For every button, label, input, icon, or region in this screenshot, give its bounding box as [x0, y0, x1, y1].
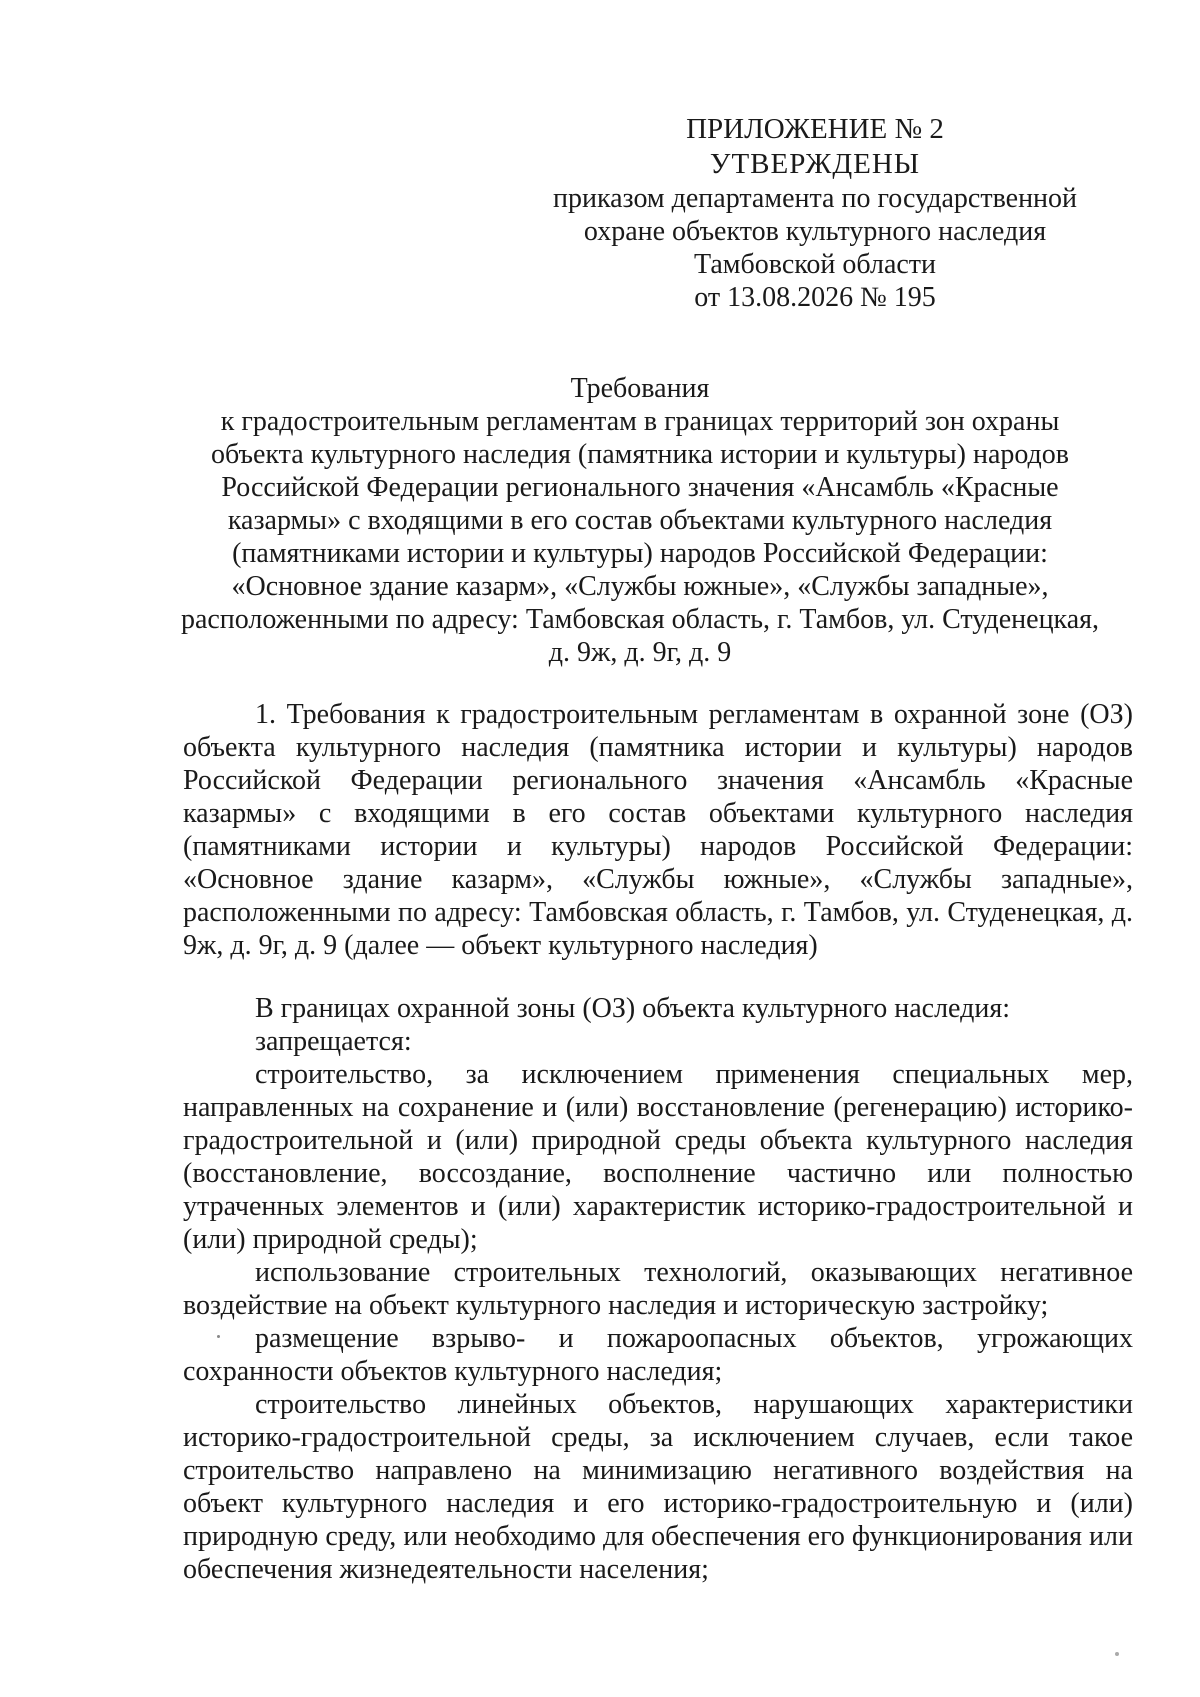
prohibition-item: размещение взрыво- и пожароопасных объектов, угрожающих сохранности объектов культурного наследия; — [183, 1323, 1133, 1387]
title-line: «Основное здание казарм», «Службы южные», «Службы западные», — [231, 571, 1049, 602]
paragraph-gap — [183, 962, 1133, 992]
approval-block — [535, 112, 1095, 314]
prohibition-item: строительство, за исключением применения специальных мер, направленных на сохранение и (или) восстановление (регенерацию) историко-градостроительной и (или) природной среды объекта культурного наследия (восстановление, воссоздание, восполнение частично или полностью утраченных элементов и (или) характеристик историко-градостроительной и (или) природной среды); — [183, 1059, 1133, 1255]
prohibition-item: использование строительных технологий, оказывающих негативное воздействие на объект культурного наследия и историческую застройку; — [183, 1257, 1133, 1321]
order-line: Тамбовской области — [693, 249, 937, 280]
zone-intro: В границах охранной зоны (ОЗ) объекта культурного наследия: — [255, 993, 1010, 1024]
prohibition-item: строительство линейных объектов, нарушающих характеристики историко-градостроительной среды, за исключением случаев, если такое строительство направлено на минимизацию негативного воздействия на объект культурного наследия и его историко-градостроительную и (или) природную среду, или необходимо для обеспечения его функционирования или обеспечения жизнедеятельности населения; — [183, 1389, 1133, 1585]
title-line: объекта культурного наследия (памятника истории и культуры) народов — [210, 439, 1070, 470]
scan-speck — [1115, 1652, 1119, 1656]
title-line: расположенными по адресу: Тамбовская область, г. Тамбов, ул. Студенецкая, — [180, 604, 1100, 635]
title-heading: Требования — [570, 373, 710, 404]
order-line: охране объектов культурного наследия — [583, 216, 1047, 247]
document-body — [183, 698, 1133, 1586]
title-line: (памятниками истории и культуры) народов Российской Федерации: — [232, 538, 1048, 569]
approved-label: УТВЕРЖДЕНЫ — [709, 148, 921, 180]
title-line: д. 9ж, д. 9г, д. 9 — [548, 637, 732, 668]
order-line: приказом департамента по государственной — [552, 183, 1078, 214]
appendix-number: ПРИЛОЖЕНИЕ № 2 — [686, 113, 944, 145]
document-title — [160, 372, 1120, 669]
prohibited-label: запрещается: — [255, 1026, 412, 1057]
title-line: к градостроительным регламентам в границах территорий зон охраны — [220, 406, 1060, 437]
requirement-item-1: 1. Требования к градостроительным регламентам в охранной зоне (ОЗ) объекта культурного наследия (памятника истории и культуры) народов Российской Федерации регионального значения «Ансамбль «Красные казармы» с входящими в его состав объектами культурного наследия (памятниками истории и культуры) народов Российской Федерации: «Основное здание казарм», «Службы южные», «Службы западные», расположенными по адресу: Тамбовская область, г. Тамбов, ул. Студенецкая, д. 9ж, д. 9г, д. 9 (далее — объект культурного наследия) — [183, 699, 1133, 961]
scan-speck — [217, 1335, 220, 1338]
title-line: Российской Федерации регионального значения «Ансамбль «Красные — [221, 472, 1059, 503]
order-date-number: от 13.08.2026 № 195 — [694, 282, 936, 313]
title-line: казармы» с входящими в его состав объектами культурного наследия — [227, 505, 1053, 536]
